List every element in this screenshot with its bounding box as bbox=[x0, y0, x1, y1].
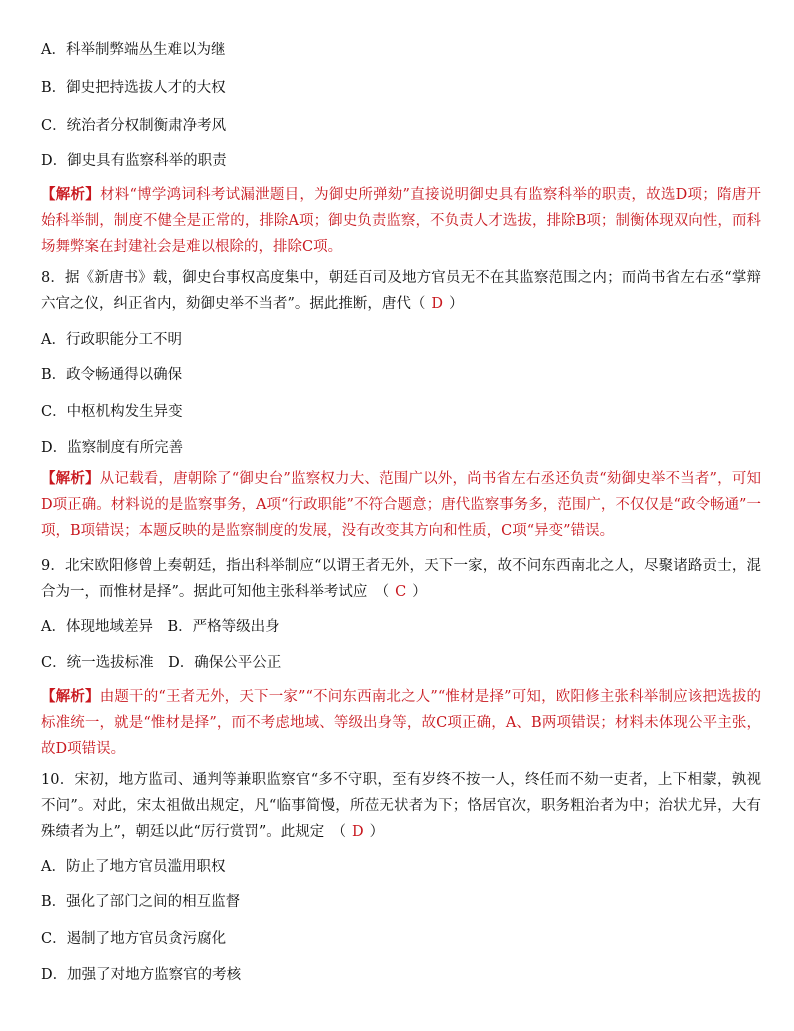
q8-stem bbox=[41, 265, 761, 317]
q7-option-d: D．御史具有监察科举的职责 bbox=[41, 153, 227, 169]
q10-stem-end: ） bbox=[369, 824, 385, 840]
q9-analysis-text: 由题干的“王者无外，天下一家”“不问东西南北之人”“惟材是择”可知，欧阳修主张科举制应该把选拔的标准统一，就是“惟材是择”，而不考虑地域、等级出身等，故C项正确，A、B两项错误；材料未体现公平主张，故D项错误。 bbox=[41, 689, 761, 757]
analysis-tag: 【解析】 bbox=[41, 186, 100, 203]
q9-stem-end: ） bbox=[412, 584, 427, 600]
q8-analysis-text: 从记载看，唐朝除了“御史台”监察权力大、范围广以外，尚书省左右丞还负责“劾御史举不当者”，可知D项正确。材料说的是监察事务，A项“行政职能”不符合题意；唐代监察事务多，范围广，不仅仅是“政令畅通”一项，B项错误；本题反映的是监察制度的发展，没有改变其方向和性质，C项“异变”错误。 bbox=[41, 471, 762, 539]
q9-stem bbox=[41, 553, 761, 605]
q10-stem-text: 10．宋初，地方监司、通判等兼职监察官“多不守职，至有岁终不按一人，终任而不劾一吏者，上下相蒙，孰视不问”。对此，宋太祖做出规定，凡“临事简慢，所莅无状者为下；恪居官次，职务粗治者为中；治状尤异，大有殊绩者为上”，朝廷以此“厉行赏罚”。此规定 （ bbox=[41, 772, 761, 840]
q10-option-d: D．加强了对地方监察官的考核 bbox=[41, 967, 242, 983]
q7-analysis-text: 材料“博学鸿词科考试漏泄题目，为御史所弹劾”直接说明御史具有监察科举的职责，故选D项；隋唐开始科举制，制度不健全是正常的，排除A项；御史负责监察，不负责人才选拔，排除B项；制衡体现双向性，而科场舞弊案在封建社会是难以根除的，排除C项。 bbox=[41, 187, 761, 255]
q8-stem-end: ） bbox=[449, 296, 464, 312]
q9-options-row-2: C．统一选拔标准 D．确保公平公正 bbox=[41, 655, 282, 671]
q8-option-a: A．行政职能分工不明 bbox=[41, 332, 182, 348]
analysis-tag: 【解析】 bbox=[41, 688, 100, 705]
q9-stem-text: 9．北宋欧阳修曾上奏朝廷，指出科举制应“以谓王者无外，天下一家，故不问东西南北之人，尽聚诸路贡士，混合为一，而惟材是择”。据此可知他主张科举考试应 （ bbox=[41, 558, 761, 600]
q10-option-a: A．防止了地方官员滥用职权 bbox=[41, 859, 226, 875]
q9-analysis bbox=[41, 684, 761, 762]
q10-stem bbox=[41, 767, 761, 845]
q7-option-b: B．御史把持选拔人才的大权 bbox=[41, 80, 226, 96]
q7-option-a: A．科举制弊端丛生难以为继 bbox=[41, 42, 226, 58]
q8-option-c: C．中枢机构发生异变 bbox=[41, 404, 183, 420]
q9-answer: C bbox=[395, 584, 407, 600]
q8-option-b: B．政令畅通得以确保 bbox=[41, 367, 183, 383]
q10-option-b: B．强化了部门之间的相互监督 bbox=[41, 894, 241, 910]
q10-option-c: C．遏制了地方官员贪污腐化 bbox=[41, 931, 227, 947]
analysis-tag: 【解析】 bbox=[41, 470, 100, 487]
q7-option-c: C．统治者分权制衡肃净考风 bbox=[41, 118, 227, 134]
q8-answer: D bbox=[431, 296, 444, 312]
q7-analysis bbox=[41, 182, 761, 260]
q8-option-d: D．监察制度有所完善 bbox=[41, 440, 184, 456]
q10-answer: D bbox=[352, 824, 364, 840]
q9-options-row-1: A．体现地域差异 B．严格等级出身 bbox=[41, 619, 280, 635]
q8-analysis bbox=[41, 466, 761, 544]
q8-stem-text: 8．据《新唐书》载，御史台事权高度集中，朝廷百司及地方官员无不在其监察范围之内；而尚书省左右丞“掌辩六官之仪，纠正省内，劾御史举不当者”。据此推断，唐代（ bbox=[41, 270, 761, 312]
